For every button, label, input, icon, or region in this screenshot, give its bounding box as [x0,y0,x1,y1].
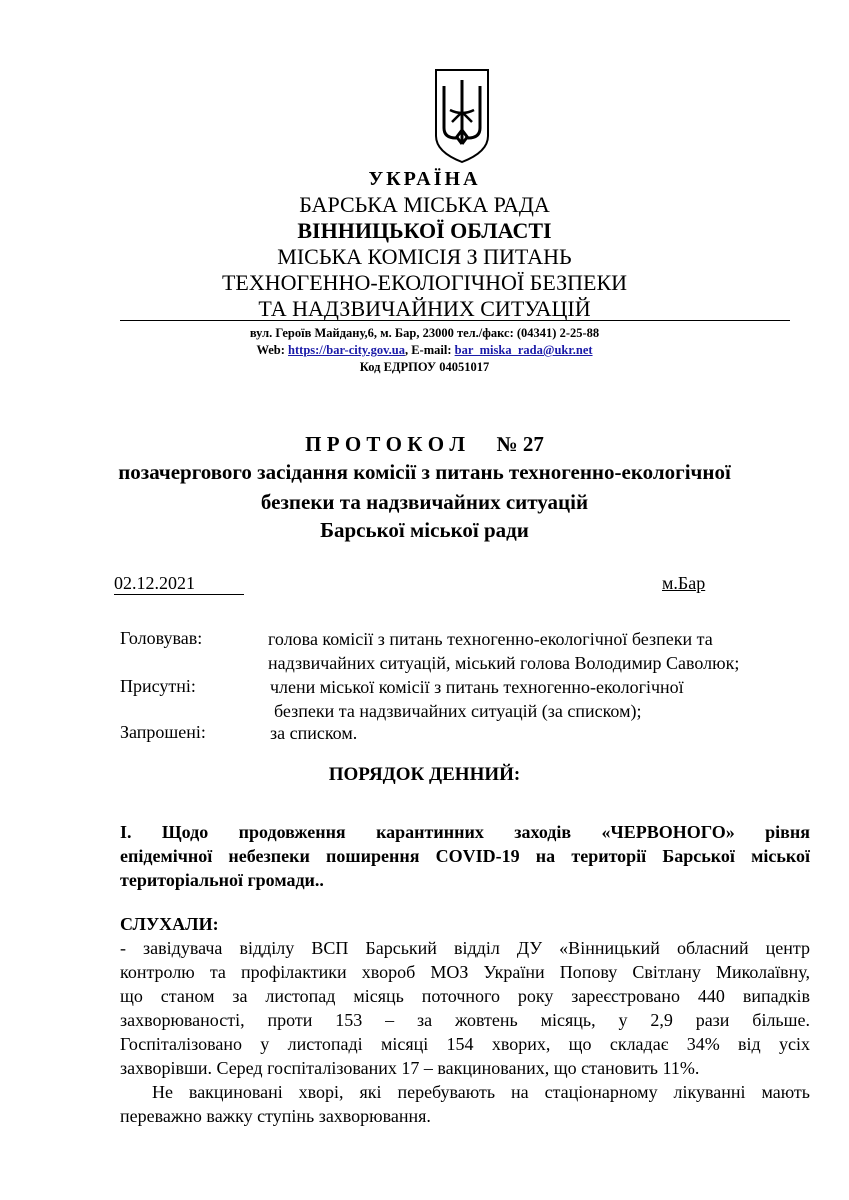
web-label: Web: [256,343,289,357]
agenda-item-text-1: . Щодо продовження карантинних заходів «ЧЕРВОНОГО» рівня [127,822,810,842]
chair-text-1: голова комісії з питань техногенно-екологічної безпеки та [268,629,713,649]
agenda-item-line-2: епідемічної небезпеки поширення COVID-19 на території Барської міської [120,846,810,866]
protocol-subtitle-1: позачергового засідання комісії з питань техногенно-екологічної [118,460,731,484]
invited-text: за списком. [270,723,358,743]
commission-line-1: МІСЬКА КОМІСІЯ З ПИТАНЬ [277,244,572,269]
protocol-city: м.Бар [662,573,706,593]
heard-line-4: захворюваності, проти 153 – за жовтень місяць, у 2,9 рази більше. [120,1010,810,1030]
present-text-2: безпеки та надзвичайних ситуацій (за списком); [274,701,642,721]
heard-para2-line-2: переважно важку ступінь захворювання. [120,1106,431,1126]
chair-label: Головував: [120,628,203,648]
agenda-item-number: I [120,822,128,842]
country-heading: УКРАЇНА [368,168,481,190]
heard-line-3: що станом за листопад місяць поточного року зареєстровано 440 випадків [120,986,810,1006]
council-name: БАРСЬКА МІСЬКА РАДА [299,192,550,217]
edrpou-code: Код ЕДРПОУ 04051017 [359,360,490,374]
region-name: ВІННИЦЬКОЇ ОБЛАСТІ [297,218,552,243]
agenda-item-line-1 [120,820,810,844]
protocol-subtitle-2: безпеки та надзвичайних ситуацій [260,490,589,514]
commission-line-3: ТА НАДЗВИЧАЙНИХ СИТУАЦІЙ [258,296,591,321]
present-label: Присутні: [120,676,196,696]
heard-line-2: контролю та профілактики хвороб МОЗ України Попову Світлану Миколаївну, [120,962,810,982]
coat-of-arms-icon [430,66,494,166]
heard-line-6: захворівши. Серед госпіталізованих 17 – вакцинованих, що становить 11%. [120,1058,700,1078]
email-link[interactable]: bar_miska_rada@ukr.net [454,343,593,357]
contacts-line [0,343,849,358]
present-text-1: члени міської комісії з питань техногенно-екологічної [270,677,684,697]
address-line: вул. Героїв Майдану,6, м. Бар, 23000 тел./факс: (04341) 2-25-88 [249,326,600,340]
website-link[interactable]: https://bar-city.gov.ua [288,343,405,357]
protocol-subtitle-3: Барської міської ради [320,518,529,542]
heard-line-1: - завідувача відділу ВСП Барський відділ ДУ «Вінницький обласний центр [120,938,810,958]
protocol-title: П Р О Т О К О Л № 27 [305,432,544,456]
agenda-item-line-3: територіальної громади.. [120,870,324,890]
protocol-date: 02.12.2021 [114,572,244,595]
commission-line-2: ТЕХНОГЕННО-ЕКОЛОГІЧНОЇ БЕЗПЕКИ [221,270,628,295]
heard-heading: СЛУХАЛИ: [120,914,219,934]
invited-label: Запрошені: [120,722,206,742]
heard-line-5: Госпіталізовано у листопаді місяці 154 хворих, що складає 34% від усіх [120,1034,810,1054]
email-label: , E-mail: [404,343,455,357]
heard-para2-line-1: Не вакциновані хворі, які перебувають на стаціонарному лікуванні мають [152,1082,810,1102]
chair-text-2: надзвичайних ситуацій, міський голова Володимир Саволюк; [268,653,740,673]
header-divider [120,320,790,321]
agenda-heading: ПОРЯДОК ДЕННИЙ: [328,764,521,785]
